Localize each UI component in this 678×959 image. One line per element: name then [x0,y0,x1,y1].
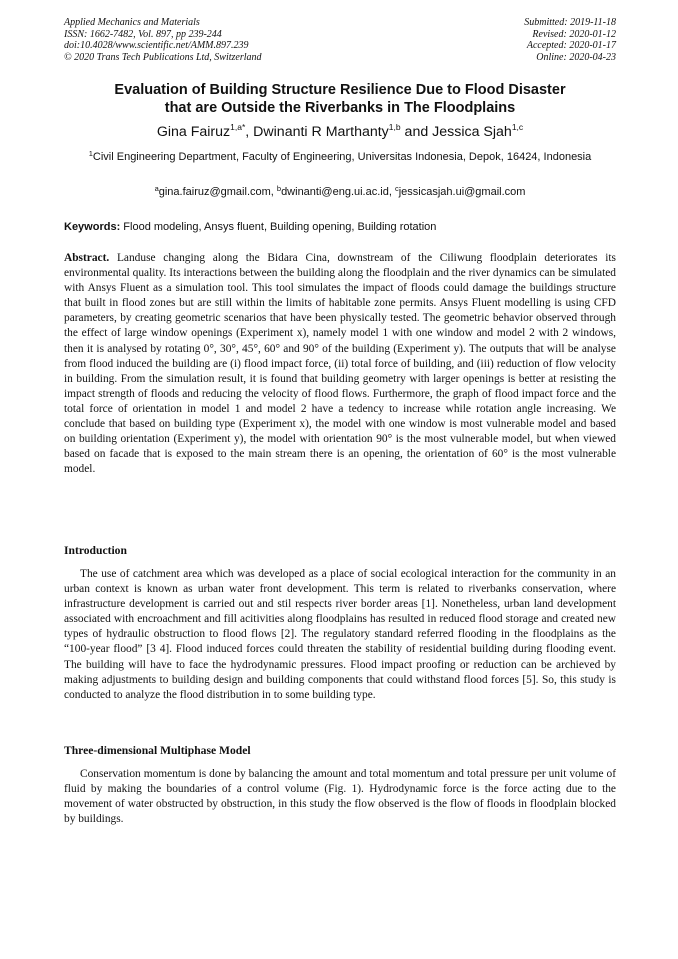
title-line-1: Evaluation of Building Structure Resilience Due to Flood Disaster [114,82,566,98]
model-heading: Three-dimensional Multiphase Model [64,744,251,757]
author-3-affiliation-mark: 1,c [511,122,524,132]
author-separator-1: , [245,124,254,140]
email-b-mark: b [276,184,282,193]
paper-title [64,81,616,117]
doi: doi:10.4028/www.scientific.net/AMM.897.239 [64,40,249,51]
email-a: gina.fairuz@gmail.com, [158,186,277,198]
abstract-label: Abstract. [64,252,110,264]
affiliation [64,150,616,165]
publication-dates [524,17,616,63]
issn: ISSN: 1662-7482, Vol. 897, pp 239-244 [64,28,222,40]
revised-date: Revised: 2020-01-12 [532,28,616,40]
author-separator-2: and [400,124,433,140]
copyright: © 2020 Trans Tech Publications Ltd, Switzerland [64,51,262,63]
author-2: Dwinanti R Marthanty [253,124,389,140]
email-b: dwinanti@eng.ui.ac.id, [281,186,395,198]
email-c-mark: c [394,184,399,193]
accepted-date: Accepted: 2020-01-17 [526,40,616,51]
introduction-heading: Introduction [64,544,127,557]
keywords-text: Flood modeling, Ansys fluent, Building opening, Building rotation [120,221,437,233]
author-emails [64,185,616,200]
abstract-text: Landuse changing along the Bidara Cina, downstream of the Ciliwung floodplain deteriorates its environmental quality. Its interactions between the building along the floodplain and the river dynamics can be simulated with Ansys Fluent as a simulation tool. This tool simulates the impact of floods could damage the buildings structure that built in flood zones but are still within the limits of habitable zone permits. Ansys Fluent modelling is using CFD parameters, by creating geometric scenarios that have been physically tested. The geometric behavior observed through the effect of large window openings (Experiment x), namely model 1 with one window and model 2 with 2 windows, then it is analysed by rotating 0°, 30°, 45°, 60° and 90° of the building (Experiment y). The outputs that will be analyse from flood induced the building are (i) flood impact force, (ii) total force of building, and (iii) reduction of flow velocity in building. From the simulation result, it is found that building geometry with larger openings is better at resisting the impact strength of floods and reducing the velocity of flood flows. Furthermore, the graph of flood impact force and the total force of orientation in model 1 and model 2 have a tedency to increase while rotation angle increasing. We conclude that based on building type (Experiment x), the model with one window is most vulnerable model and based on building orientation (Experiment y), the model with orientation 90° is the most vulnerable model, but when viewed based on facade that is exposed to the main stream there is an opening, the orientation of 60° is the most vulnerable model. [64,252,616,476]
email-a-mark: a [154,184,159,193]
author-3: Jessica Sjah [432,124,512,140]
title-line-2: that are Outside the Riverbanks in The Floodplains [164,100,516,116]
journal-name: Applied Mechanics and Materials [64,17,200,28]
affiliation-text: Civil Engineering Department, Faculty of Engineering, Universitas Indonesia, Depok, 16424, Indonesia [92,151,592,163]
abstract [64,251,616,477]
introduction-paragraph: The use of catchment area which was developed as a place of social ecological interaction for the community in an urban context is known as urban water front development. This term is related to riverbanks conservation, where infrastructure development is carried out and stil respects river border areas [1]. Nonetheless, urban land development associated with encroachment and fill acitivities along floodplains has resulted in reduced flood storage and created new types of hydraulic obstruction to flood flows [2]. The regulatory standard referred flooding in the floodplains as the “100-year flood” [3 4]. Flood induced forces could threaten the stability of residential building during flooding event. The building will have to face the hydrodynamic pressures. Flood impact proofing or reduction can be archieved by making adjustments to building design and building components that could withstand flood forces [5]. So, this study is conducted to analyze the flood distribution in to some building type. [64,568,616,701]
author-1: Gina Fairuz [156,124,231,140]
model-paragraph: Conservation momentum is done by balancing the amount and total momentum and total pressure per unit volume of fluid by making the boundaries of a control volume (Fig. 1). Hydrodynamic force is the force acting due to the movement of water obstructed by obstruction, in this study the flow observed is the flow of floods in floodplain blocked by buildings. [64,768,616,826]
author-list [64,123,616,141]
submitted-date: Submitted: 2019-11-18 [524,17,616,28]
online-date: Online: 2020-04-23 [536,51,616,63]
author-1-affiliation-mark: 1,a* [230,122,246,132]
author-2-affiliation-mark: 1,b [388,122,401,132]
journal-info [64,17,262,63]
keywords [64,220,616,235]
affiliation-mark: 1 [88,149,93,158]
email-c: jessicasjah.ui@gmail.com [398,186,526,198]
keywords-label: Keywords: [64,221,121,233]
